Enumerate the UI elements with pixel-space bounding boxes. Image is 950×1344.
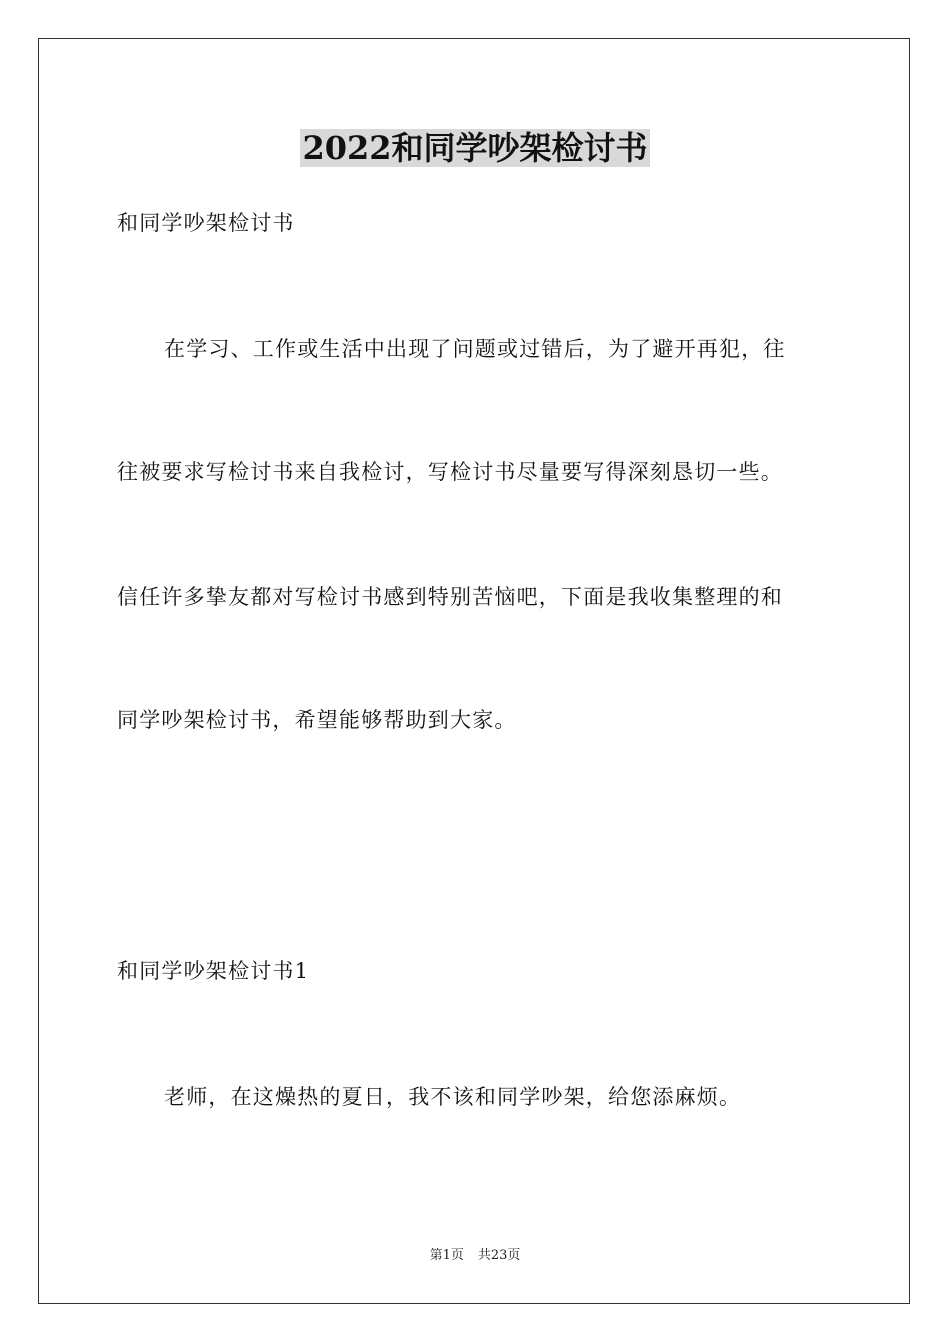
document-subtitle: 和同学吵架检讨书	[117, 211, 295, 235]
paragraph-line: 同学吵架检讨书，希望能够帮助到大家。	[117, 708, 517, 732]
paragraph-line: 在学习、工作或生活中出现了问题或过错后，为了避开再犯，往	[164, 337, 786, 361]
page-footer	[0, 1246, 950, 1266]
page-total: 共23页	[477, 1248, 521, 1263]
document-title-text: 2022和同学吵架检讨书	[302, 129, 648, 167]
paragraph-line: 老师，在这燥热的夏日，我不该和同学吵架，给您添麻烦。	[164, 1085, 742, 1109]
section-heading: 和同学吵架检讨书1	[117, 959, 310, 983]
page-number: 第1页	[429, 1248, 464, 1263]
document-title	[0, 128, 950, 168]
paragraph-line: 往被要求写检讨书来自我检讨，写检讨书尽量要写得深刻恳切一些。	[117, 460, 783, 484]
paragraph-line: 信任许多挚友都对写检讨书感到特别苦恼吧，下面是我收集整理的和	[117, 585, 783, 609]
